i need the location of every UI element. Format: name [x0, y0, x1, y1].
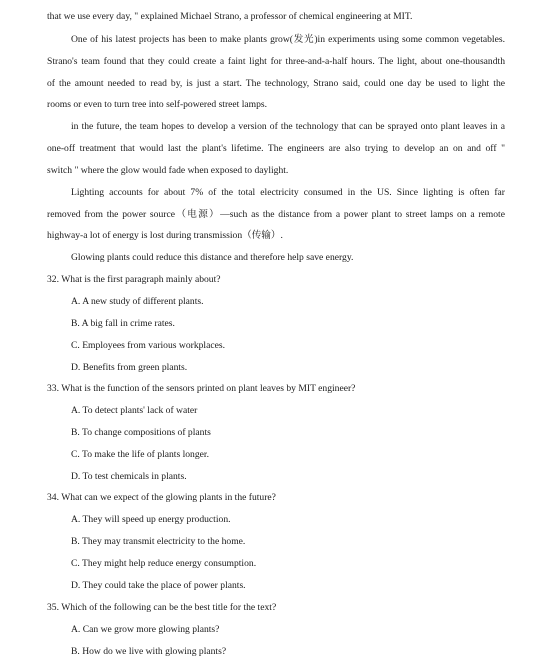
- passage-line: Glowing plants could reduce this distance and therefore help save energy.: [71, 252, 354, 263]
- passage-line: One of his latest projects has been to make plants grow(发光)in experiments using some common vegetables.: [71, 34, 505, 45]
- passage-line: switch " where the glow would fade when exposed to daylight.: [47, 165, 289, 176]
- answer-option: A. A new study of different plants.: [71, 296, 204, 307]
- question-stem: 35. Which of the following can be the best title for the text?: [47, 602, 277, 613]
- passage-line: in the future, the team hopes to develop a version of the technology that can be sprayed onto plant leaves in a: [71, 121, 505, 132]
- passage-line: removed from the power source（电源）—such as the distance from a power plant to street lamps on a remote: [47, 209, 505, 220]
- passage-line: highway-a lot of energy is lost during transmission（传输）.: [47, 230, 283, 241]
- answer-option: D. To test chemicals in plants.: [71, 471, 187, 482]
- answer-option: A. Can we grow more glowing plants?: [71, 624, 220, 635]
- passage-line: of the amount needed to read by, is just a start. The technology, Strano said, could one day be used to light the: [47, 78, 505, 89]
- question-stem: 32. What is the first paragraph mainly about?: [47, 274, 221, 285]
- passage-line: that we use every day, " explained Michael Strano, a professor of chemical engineering at MIT.: [47, 11, 413, 22]
- question-stem: 34. What can we expect of the glowing plants in the future?: [47, 492, 276, 503]
- answer-option: D. They could take the place of power plants.: [71, 580, 246, 591]
- answer-option: C. To make the life of plants longer.: [71, 449, 209, 460]
- passage-line: rooms or even to turn tree into self-powered street lamps.: [47, 99, 268, 110]
- passage-line: Lighting accounts for about 7% of the total electricity consumed in the US. Since lighting is often far: [71, 187, 505, 198]
- answer-option: B. A big fall in crime rates.: [71, 318, 175, 329]
- passage-line: one-off treatment that would last the plant's lifetime. The engineers are also trying to develop an on and off ": [47, 143, 505, 154]
- question-stem: 33. What is the function of the sensors printed on plant leaves by MIT engineer?: [47, 383, 356, 394]
- answer-option: C. Employees from various workplaces.: [71, 340, 225, 351]
- answer-option: B. To change compositions of plants: [71, 427, 211, 438]
- answer-option: D. Benefits from green plants.: [71, 362, 188, 373]
- answer-option: A. They will speed up energy production.: [71, 514, 231, 525]
- answer-option: B. They may transmit electricity to the home.: [71, 536, 246, 547]
- answer-option: C. They might help reduce energy consumption.: [71, 558, 257, 569]
- answer-option: B. How do we live with glowing plants?: [71, 646, 227, 657]
- passage-line: Strano's team found that they could create a faint light for three-and-a-half hours. The light, about one-thousandth: [47, 56, 505, 67]
- answer-option: A. To detect plants' lack of water: [71, 405, 198, 416]
